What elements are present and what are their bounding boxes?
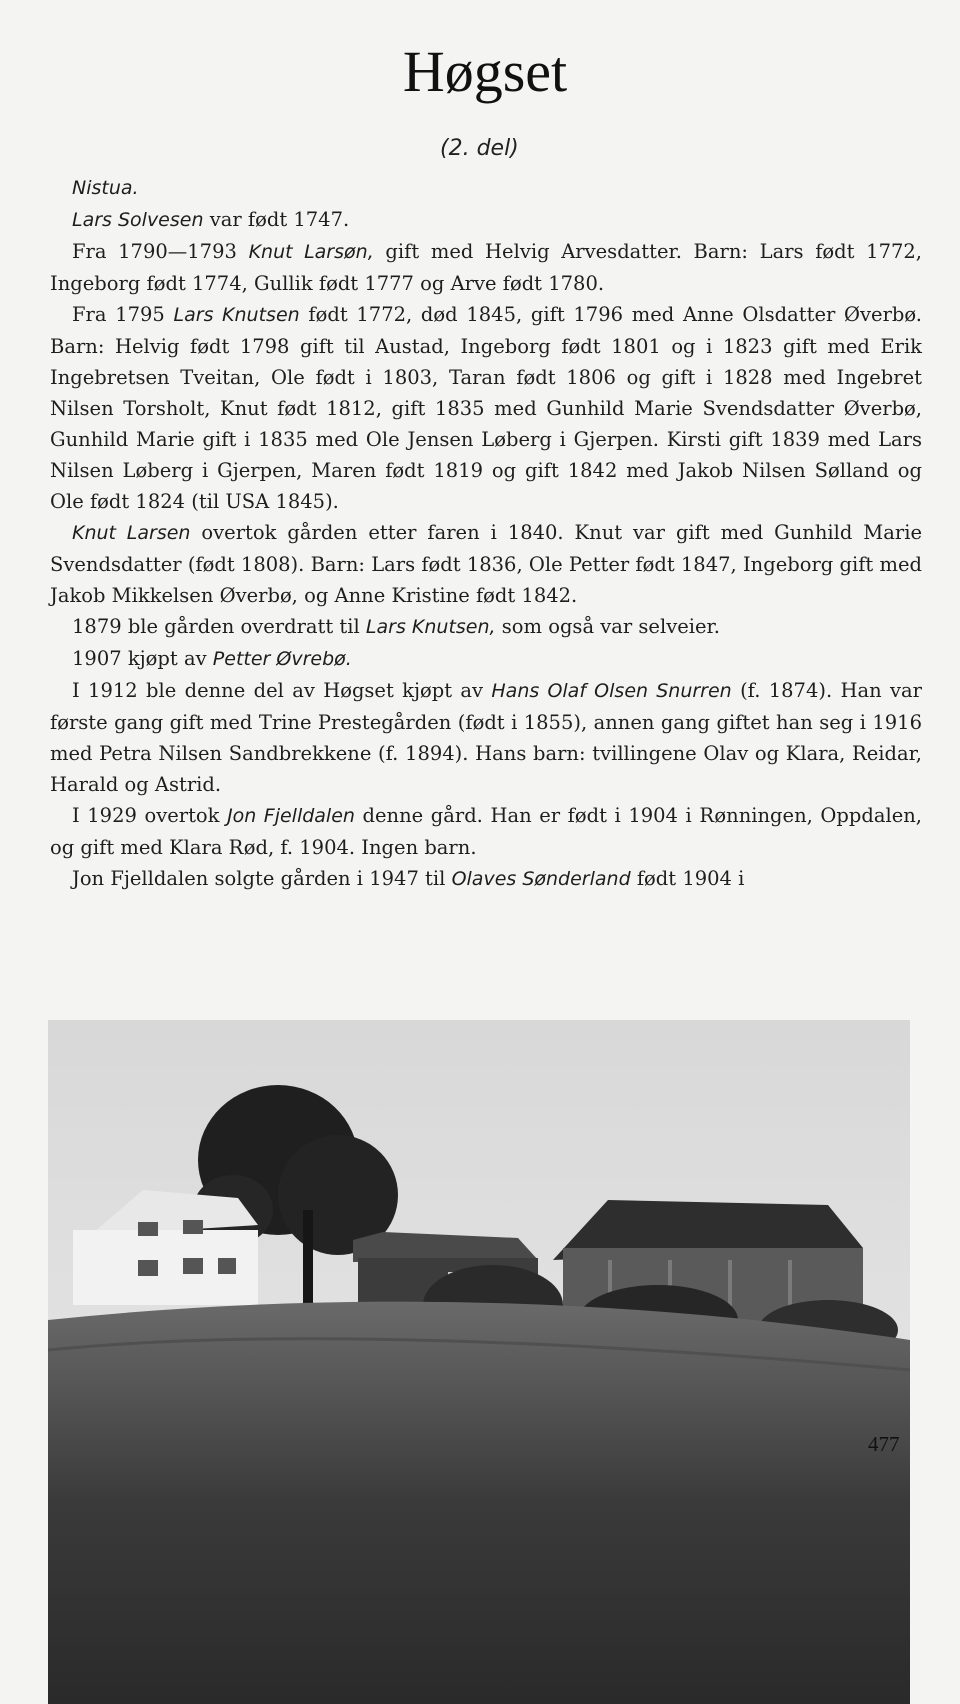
italic-name: Jon Fjelldalen [227,805,355,827]
body-text [50,172,922,895]
page-title: Høgset [402,39,568,104]
text-run: gift med Helvig Arvesdatter. Barn: Lars født 1772, Ingeborg født 1774, Gullik født 1777 og Arve født 1780. [50,240,922,295]
paragraph [50,611,922,643]
text-run: Fra 1795 [72,303,174,326]
paragraph [50,643,922,675]
italic-name: Knut Larsøn, [248,241,374,263]
text-run: født 1904 i [630,867,745,890]
italic-name: Knut Larsen [72,522,191,544]
text-run: Jon Fjelldalen solgte gården i 1947 til [72,867,452,890]
text-run: Fra 1790—1793 [72,240,249,263]
paragraph [50,800,922,863]
italic-name: Hans Olaf Olsen Snurren [491,680,732,702]
page-number: 477 [868,1432,900,1456]
paragraph [50,863,922,895]
paragraph [50,172,922,204]
italic-name: Lars Solvesen [72,209,204,231]
text-run: var født 1747. [203,208,350,231]
paragraph [50,299,922,517]
farm-photograph [48,1020,910,1704]
text-run: som også var selveier. [495,615,720,638]
paragraph [50,204,922,236]
italic-name: Lars Knutsen [173,304,300,326]
italic-name: Olaves Sønderland [451,868,631,890]
paragraph [50,517,922,611]
italic-name: Petter Øvrebø. [212,648,352,670]
page-subtitle: (2. del) [440,136,519,161]
italic-name: Nistua. [72,177,139,199]
text-run: født 1772, død 1845, gift 1796 med Anne Olsdatter Øverbø. Barn: Helvig født 1798 gift til Austad, Ingeborg født 1801 og i 1823 gift med Erik Ingebretsen Tveitan, Ole født i 1803, Taran født 1806 og gift i 1828 med Ingebret Nilsen Torsholt, Knut født 1812, gift 1835 med Gunhild Marie Svendsdatter Øverbø, Gunhild Marie gift i 1835 med Ole Jensen Løberg i Gjerpen. Kirsti gift 1839 med Lars Nilsen Løberg i Gjerpen, Maren født 1819 og gift 1842 med Jakob Nilsen Sølland og Ole født 1824 (til USA 1845). [50,303,922,513]
text-run: I 1912 ble denne del av Høgset kjøpt av [72,679,492,702]
text-run: (f. 1874). Han var første gang gift med Trine Prestegården (født i 1855), annen gang giftet han seg i 1916 med Petra Nilsen Sandbrekkene (f. 1894). Hans barn: tvillingene Olav og Klara, Reidar, Harald og Astrid. [50,679,922,796]
text-run: denne gård. Han er født i 1904 i Rønningen, Oppdalen, og gift med Klara Rød, f. 1904. Ingen barn. [50,804,922,859]
paragraph [50,236,922,299]
text-run: 1907 kjøpt av [72,647,213,670]
text-run: I 1929 overtok [72,804,228,827]
text-run: overtok gården etter faren i 1840. Knut var gift med Gunhild Marie Svendsdatter (født 1808). Barn: Lars født 1836, Ole Petter født 1847, Ingeborg gift med Jakob Mikkelsen Øverbø, og Anne Kristine født 1842. [50,521,922,607]
italic-name: Lars Knutsen, [365,616,496,638]
text-run: 1879 ble gården overdratt til [72,615,366,638]
farm-photo-drawing [48,1020,910,1704]
paragraph [50,675,922,800]
